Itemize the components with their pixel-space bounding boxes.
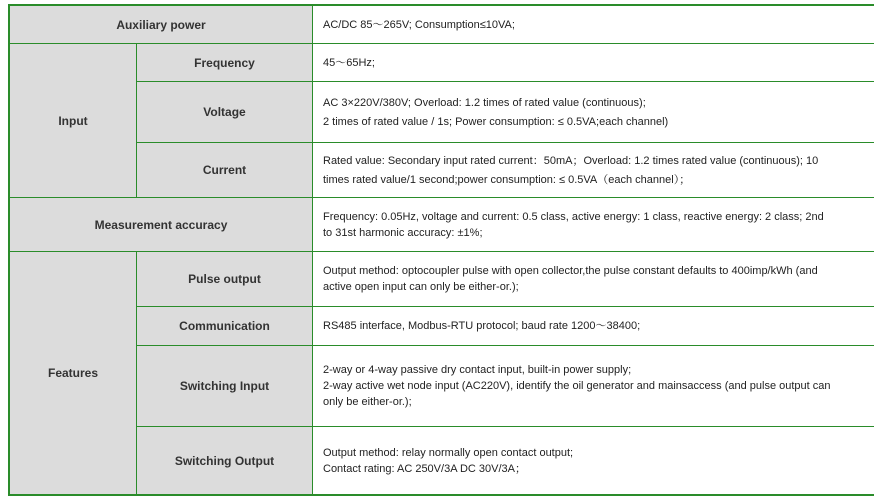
switching-output-label-text: Switching Output	[174, 453, 275, 468]
auxiliary-power-value	[313, 6, 874, 44]
voltage-value-line-2: 2 times of rated value / 1s; Power consumption: ≤ 0.5VA;each channel)	[323, 115, 669, 128]
switching-input-label-text: Switching Input	[179, 379, 270, 393]
frequency-value	[313, 44, 874, 82]
switching-input-line-2: 2-way active wet node input (AC220V), identify the oil generator and mainsaccess (and pulse output can	[323, 380, 831, 392]
input-group-label	[10, 44, 137, 198]
switching-input-line-1: 2-way or 4-way passive dry contact input, built-in power supply;	[323, 364, 632, 376]
spec-table	[8, 4, 874, 496]
pulse-output-label	[137, 252, 313, 307]
switching-input-value	[313, 346, 874, 427]
measurement-accuracy-line-1: Frequency: 0.05Hz, voltage and current: 0.5 class, active energy: 1 class, reactive energy: 2 class; 2nd	[323, 210, 824, 223]
switching-output-value	[313, 427, 874, 494]
current-value-line-1: Rated value: Secondary input rated current：50mA；Overload: 1.2 times rated value (continuous); 10	[323, 154, 819, 167]
communication-label-text: Communication	[179, 319, 270, 333]
features-group-label	[10, 252, 137, 494]
communication-label	[137, 307, 313, 346]
voltage-value-line-1: AC 3×220V/380V; Overload: 1.2 times of rated value (continuous);	[323, 96, 646, 109]
switching-output-label	[137, 427, 313, 494]
frequency-label-text: Frequency	[194, 55, 255, 70]
current-value-line-2: times rated value/1 second;power consumption: ≤ 0.5VA（each channel）；	[323, 173, 691, 186]
switching-input-line-3: only be either-or.);	[323, 396, 412, 408]
pulse-output-line-1: Output method: optocoupler pulse with open collector,the pulse constant defaults to 400imp/kWh (and	[323, 265, 818, 277]
auxiliary-power-label-text: Auxiliary power	[116, 17, 206, 32]
voltage-label-text: Voltage	[203, 105, 246, 119]
measurement-accuracy-line-2: to 31st harmonic accuracy: ±1%;	[323, 226, 483, 239]
current-value	[313, 143, 874, 198]
switching-output-line-1: Output method: relay normally open contact output;	[323, 446, 574, 459]
auxiliary-power-label	[10, 6, 313, 44]
current-label	[137, 143, 313, 198]
auxiliary-power-value-text: AC/DC 85～265V; Consumption≤10VA;	[323, 18, 515, 31]
switching-input-label	[137, 346, 313, 427]
switching-output-line-2: Contact rating: AC 250V/3A DC 30V/3A；	[323, 462, 527, 475]
features-group-label-text: Features	[47, 366, 99, 380]
measurement-accuracy-label-text: Measurement accuracy	[94, 217, 228, 232]
voltage-value	[313, 82, 874, 143]
measurement-accuracy-value	[313, 198, 874, 252]
communication-value	[313, 307, 874, 346]
frequency-label	[137, 44, 313, 82]
current-label-text: Current	[202, 163, 247, 177]
frequency-value-text: 45～65Hz;	[323, 56, 375, 69]
pulse-output-value	[313, 252, 874, 307]
measurement-accuracy-label	[10, 198, 313, 252]
voltage-label	[137, 82, 313, 143]
input-group-label-text: Input	[58, 113, 88, 128]
pulse-output-line-2: active open input can only be either-or.);	[323, 281, 519, 293]
communication-value-text: RS485 interface, Modbus-RTU protocol; baud rate 1200～38400;	[323, 320, 641, 332]
pulse-output-label-text: Pulse output	[188, 272, 261, 286]
